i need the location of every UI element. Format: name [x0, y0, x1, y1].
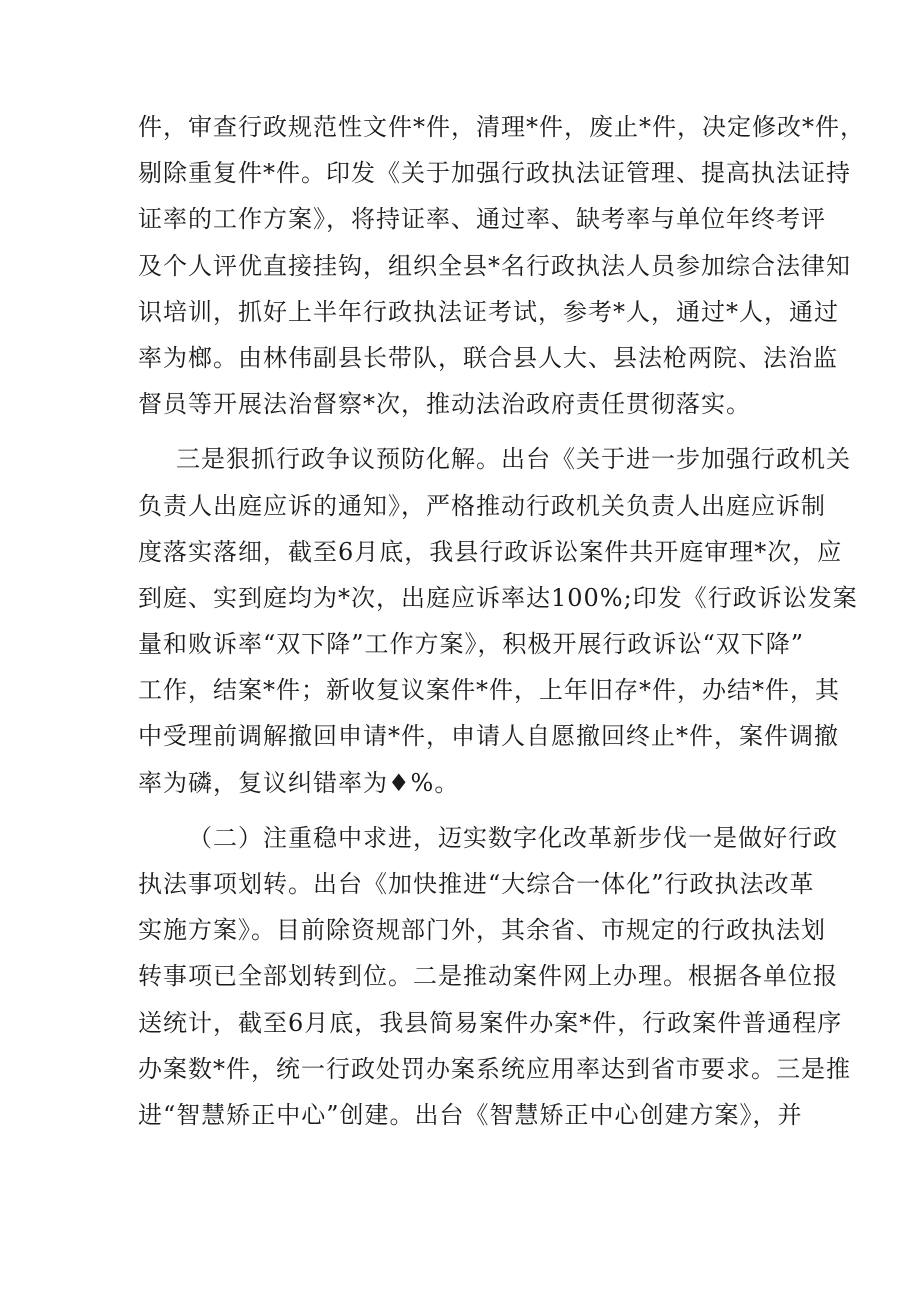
- text-line: 督员等开展法治督察*次，推动法治政府责任贯彻落实。: [138, 390, 751, 419]
- text-line: 执法事项划转。出台《加快推进“大综合一体化”行政执法改革: [138, 870, 815, 898]
- text-line: 率为磷，复议纠错率为♦%。: [138, 768, 460, 797]
- text-line: 中受理前调解撤回申请*件，申请人自愿撤回终止*件，案件调撤: [138, 722, 839, 751]
- text-line: 件，审查行政规范性文件*件，清理*件，废止*件，决定修改*件，: [138, 113, 865, 141]
- paragraph-dispute-resolution: [138, 436, 858, 806]
- text-line: 证率的工作方案》，将持证率、通过率、缺考率与单位年终考评: [138, 205, 826, 234]
- document-body: [138, 104, 865, 1138]
- text-line: 工作，结案*件；新收复议案件*件，上年旧存*件，办结*件，其: [138, 676, 840, 705]
- text-line: 三是狠抓行政争议预防化解。出台《关于进一步加强行政机关: [176, 445, 851, 474]
- paragraph-continuation: [138, 104, 865, 427]
- text-line: 量和败诉率“双下降”工作方案》，积极开展行政诉讼“双下降”: [138, 630, 805, 659]
- text-line: （二）注重稳中求进，迈实数字化改革新步伐一是做好行政: [188, 823, 838, 852]
- text-line: 识培训，抓好上半年行政执法证考试，参考*人，通过*人，通过: [138, 297, 839, 326]
- text-line: 率为榔。由林伟副县长带队，联合县人大、县法枪两院、法治监: [138, 343, 838, 372]
- text-line: 剔除重复件*件。印发《关于加强行政执法证管理、提高执法证持: [138, 159, 851, 188]
- paragraph-gap: [138, 806, 788, 815]
- text-line: 进“智慧矫正中心”创建。出台《智慧矫正中心创建方案》，并: [138, 1100, 803, 1129]
- paragraph-digital-reform: [138, 815, 851, 1138]
- text-line: 实施方案》。目前除资规部门外，其余省、市规定的行政执法划: [138, 916, 826, 945]
- text-line: 办案数*件，统一行政处罚办案系统应用率达到省市要求。三是推: [138, 1054, 851, 1083]
- paragraph-gap: [138, 427, 788, 436]
- text-line: 转事项已全部划转到位。二是推动案件网上办理。根据各单位报: [138, 962, 838, 991]
- text-line: 负责人出庭应诉的通知》，严格推动行政机关负责人出庭应诉制: [138, 491, 826, 520]
- text-line: 到庭、实到庭均为*次，出庭应诉率达100%;印发《行政诉讼发案: [138, 583, 858, 612]
- text-line: 度落实落细，截至6月底，我县行政诉讼案件共开庭审理*次，应: [138, 537, 843, 566]
- text-line: 及个人评优直接挂钩，组织全县*名行政执法人员参加综合法律知: [138, 251, 851, 280]
- text-line: 送统计，截至6月底，我县简易案件办案*件，行政案件普通程序: [138, 1008, 843, 1037]
